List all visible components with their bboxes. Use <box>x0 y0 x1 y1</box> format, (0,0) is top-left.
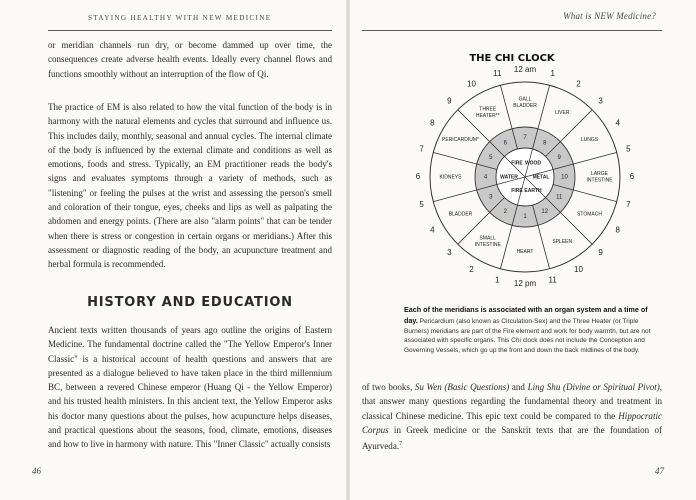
organ-label: HEART <box>516 248 534 255</box>
clock-hour-label: 9 <box>598 247 603 257</box>
clock-hour-label: 2 <box>576 79 581 89</box>
footnote-ref: 7 <box>399 441 403 448</box>
organ-label: BLADDER <box>448 211 473 218</box>
inner-hour-label: 12 <box>541 208 549 215</box>
element-label: METAL <box>532 174 550 181</box>
clock-hour-label: 7 <box>419 144 424 154</box>
section-heading: HISTORY AND EDUCATION <box>87 295 293 310</box>
clock-hour-label: 5 <box>419 199 424 209</box>
clock-hour-label: 7 <box>626 199 631 209</box>
book-title: Ling Shu (Divine or Spiritual Pivot) <box>527 382 660 392</box>
page-number: 46 <box>32 466 41 476</box>
sector-divider <box>546 198 593 245</box>
organ-label: KIDNEYS <box>439 174 462 181</box>
paragraph-mid: , that answer many questions regarding the fundamental theory and treatment in classical Chinese medicine. This epic text could be compared to the <box>362 382 663 421</box>
inner-hour-label: 4 <box>483 174 488 181</box>
clock-hour-label: 8 <box>430 118 435 128</box>
element-label: FIRE <box>511 160 523 167</box>
clock-hour-label: 3 <box>447 247 452 257</box>
page-number: 47 <box>655 466 664 476</box>
paragraph-end: in Greek medicine or the Sanskrit texts that are the foundation of Ayurveda. <box>362 424 662 452</box>
paragraph <box>362 380 662 454</box>
figure-caption <box>404 305 660 356</box>
figure-title: THE CHI CLOCK <box>469 53 555 64</box>
organ-label: BLADDER <box>513 103 537 110</box>
organ-label: THREE <box>479 106 497 113</box>
organ-label: SPLEEN <box>552 238 573 245</box>
book-title: Su Wen (Basic Questions) <box>414 382 510 392</box>
running-head: What is NEW Medicine? <box>563 11 656 21</box>
paragraph: or meridian channels run dry, or become dammed up over time, the consequences create adverse health events. Ideally every channel flows and functions smoothly without an interruption of the flow of Qi. <box>48 40 332 79</box>
organ-label: SMALL <box>479 235 496 242</box>
clock-hour-label: 10 <box>574 264 583 274</box>
clock-hour-label: 4 <box>615 118 620 128</box>
sector-divider <box>546 110 593 157</box>
inner-hour-label: 7 <box>523 135 527 142</box>
paragraph: The practice of EM is also related to how the vital function of the body is in harmony with the natural elements and cycles that surround and influence us. This includes daily, monthly, seasonal and annual cycles. The internal climate of the body is influenced by the external climate and conditions as well as emotions, foods and stress. Typically, an EM practitioner reads the body's signs and evaluates symptoms through a variety of methods, such as "listening" or feeling the pulses at the wrist and assessing the person's smell and coloration of their tongue, eyes, cheeks and lips as well as palpating the abdomen and energy points. (There are also "alarm points" that can be tender when there is stress or congestion in certain organs or meridians.) After this assessment or diagnostic reading of the body, an acupuncture treatment and herbal formula is recommended. <box>48 102 332 270</box>
inner-hour-label: 5 <box>489 154 493 161</box>
header-rule <box>48 30 332 31</box>
clock-hour-label: 8 <box>615 225 620 235</box>
inner-hour-label: 3 <box>489 194 493 201</box>
clock-hour-label: 12 am <box>513 65 537 75</box>
element-label: WOOD <box>524 160 542 167</box>
inner-hour-label: 11 <box>556 194 563 201</box>
header-rule <box>362 30 662 31</box>
clock-hour-label: 5 <box>626 144 631 154</box>
organ-label: LUNGS <box>580 137 599 144</box>
clock-hour-label: 4 <box>430 225 435 235</box>
clock-hour-label: 6 <box>415 172 421 182</box>
running-head: STAYING HEALTHY WITH NEW MEDICINE <box>88 14 272 22</box>
right-page <box>348 0 696 500</box>
clock-hour-label: 10 <box>467 79 476 89</box>
clock-hour-label: 2 <box>469 264 474 274</box>
organ-label: STOMACH <box>577 211 602 218</box>
element-label: WATER <box>500 174 518 181</box>
clock-hour-label: 1 <box>495 275 500 285</box>
clock-hour-label: 11 <box>493 68 502 78</box>
element-label: EARTH <box>524 188 542 195</box>
organ-label: LIVER <box>555 109 570 116</box>
inner-hour-label: 9 <box>557 154 561 161</box>
inner-hour-label: 1 <box>523 214 527 221</box>
caption-lead: Each of the meridians is associated with an organ system and a time of day. <box>404 305 648 325</box>
organ-label: INTESTINE <box>586 177 613 184</box>
book-title: Hippocratic Corpus <box>362 410 662 435</box>
clock-hour-label: 9 <box>447 96 452 106</box>
organ-label: INTESTINE <box>474 242 501 249</box>
chi-clock-diagram <box>417 64 633 290</box>
inner-hour-label: 6 <box>503 140 507 147</box>
clock-hour-label: 11 <box>548 275 557 285</box>
inner-hour-label: 10 <box>561 174 568 181</box>
organ-label: GALL <box>518 96 532 103</box>
clock-hour-label: 12 pm <box>513 279 537 289</box>
clock-hour-label: 6 <box>629 172 635 182</box>
clock-hour-label: 3 <box>598 96 603 106</box>
paragraph: Ancient texts written thousands of years ago outline the origins of Eastern Medicine. The fundamental doctrine called the "The Yellow Emperor's Inner Classic" is a historical account of health questions and answers that are presented as a dialogue believed to have taken place in the third millennium BC, between a revered Chinese emperor (Huang Qi - the Yellow Emperor) and his trusted health ministers. In this ancient text, the Yellow Emperor asks his doctor many questions about the pulses, how acupuncture helps diseases, and practical questions about the seasons, food, climate, emotions, diseases and how to live in harmony with nature. This "Inner Classic" actually consists <box>48 325 332 450</box>
clock-hour-label: 1 <box>550 68 555 78</box>
paragraph-start: of two books, <box>362 382 415 392</box>
element-label: FIRE <box>511 188 523 195</box>
organ-label: PERICARDIUM* <box>442 137 479 144</box>
organ-label: HEATER** <box>475 113 500 120</box>
inner-hour-label: 8 <box>543 140 547 147</box>
paragraph-and: and <box>509 382 528 392</box>
caption-text: Pericardium (also known as Circulation-Sex) and the Three Heater (or Triple Burners) meridians are part of the Fire element and work for body warmth, but are not associated with specific organs. This Chi clock does not include the Conception and Governing Vessels, which go up the front and down the back midlines of the body. <box>404 317 651 355</box>
inner-hour-label: 2 <box>503 208 507 215</box>
organ-label: LARGE <box>591 171 608 178</box>
